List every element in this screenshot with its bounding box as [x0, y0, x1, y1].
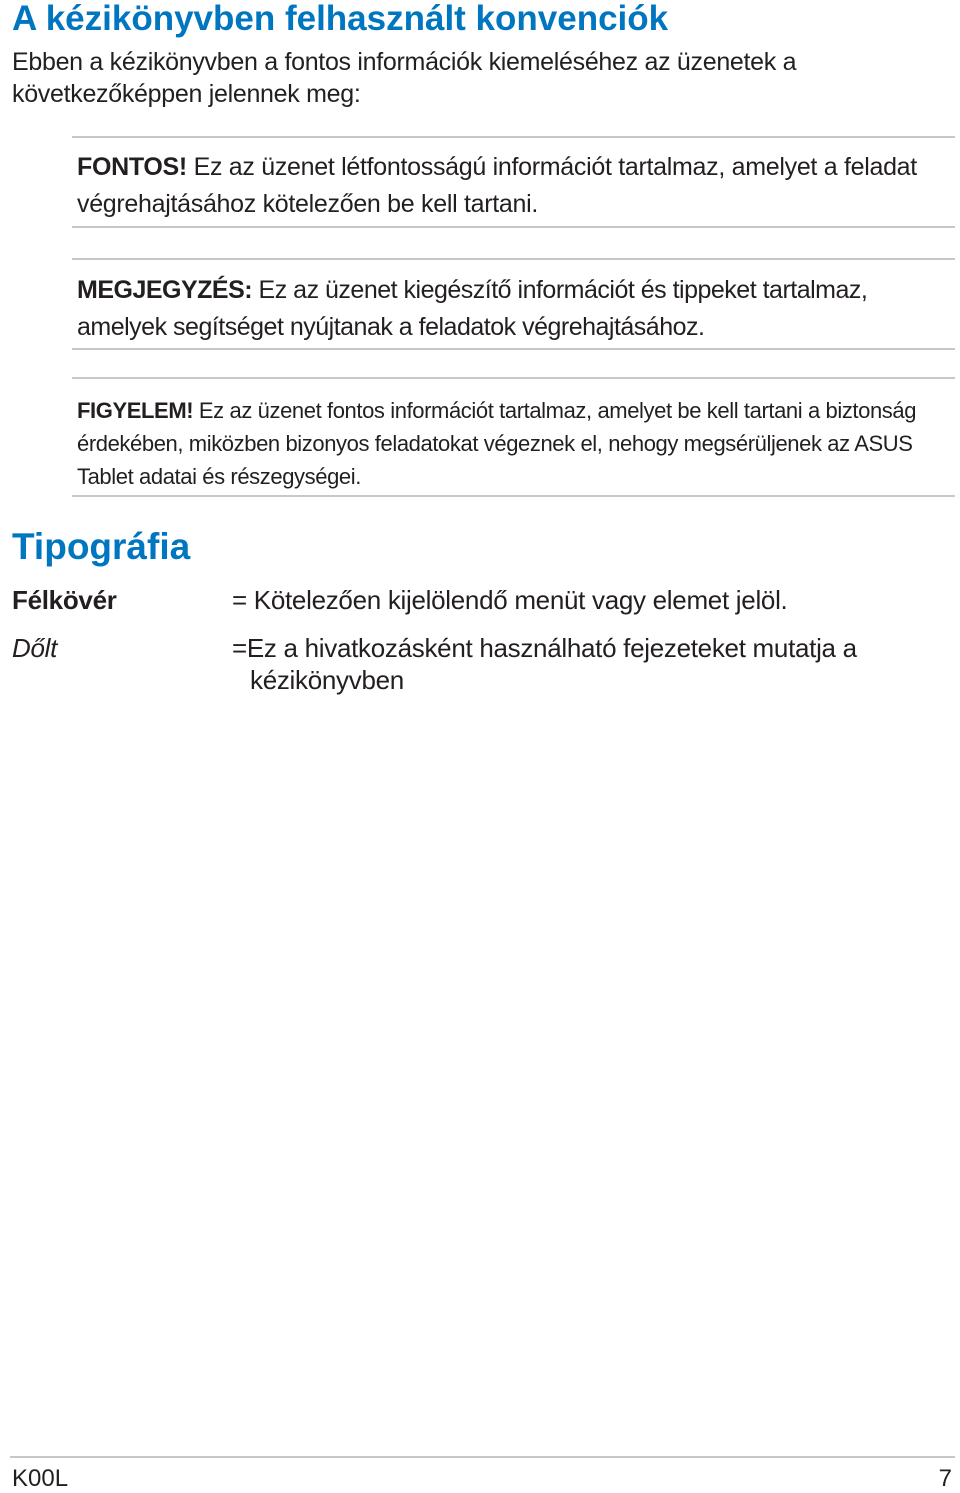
warning-body: Ez az üzenet fontos információt tartalmaz, amelyet be kell tartani a biztonság érdekében, miközben bizonyos feladatokat végeznek el, nehogy megsérüljenek az ASUS Tablet adatai és részegységei. — [77, 398, 917, 489]
intro-paragraph: Ebben a kézikönyvben a fontos információk kiemeléséhez az üzenetek a következőképpen jelennek meg: — [12, 48, 797, 108]
typography-desc-italic-line1: =Ez a hivatkozásként használható fejezeteket mutatja a — [232, 633, 857, 663]
typography-term-bold: Félkövér — [12, 585, 117, 615]
page-title: A kézikönyvben felhasznált konvenciók — [12, 0, 669, 38]
typography-term-italic: Dőlt — [12, 633, 58, 663]
important-notice-text — [72, 138, 955, 223]
typography-desc-italic-line2: kézikönyvben — [250, 665, 404, 695]
footer-page-number: 7 — [938, 1465, 952, 1492]
note-label: MEGJEGYZÉS: — [77, 276, 253, 304]
typography-desc-bold: = Kötelezően kijelölendő menüt vagy elemet jelöl. — [232, 585, 788, 615]
footer-model-name: K00L — [12, 1465, 69, 1492]
warning-notice-text — [72, 379, 955, 493]
typography-section-title: Tipográfia — [12, 526, 191, 567]
note-body: Ez az üzenet kiegészítő információt és tippeket tartalmaz, amelyek segítséget nyújtanak a feladatok végrehajtásához. — [77, 276, 868, 341]
important-label: FONTOS! — [77, 153, 187, 181]
warning-label: FIGYELEM! — [77, 398, 194, 423]
important-notice — [72, 136, 955, 228]
warning-notice — [72, 377, 955, 497]
note-notice — [72, 258, 955, 350]
note-notice-text — [72, 260, 955, 346]
footer-divider — [10, 1456, 955, 1458]
important-body: Ez az üzenet létfontosságú információt tartalmaz, amelyet a feladat végrehajtásához kötelezően be kell tartani. — [77, 153, 917, 218]
typography-desc-italic — [232, 632, 912, 696]
